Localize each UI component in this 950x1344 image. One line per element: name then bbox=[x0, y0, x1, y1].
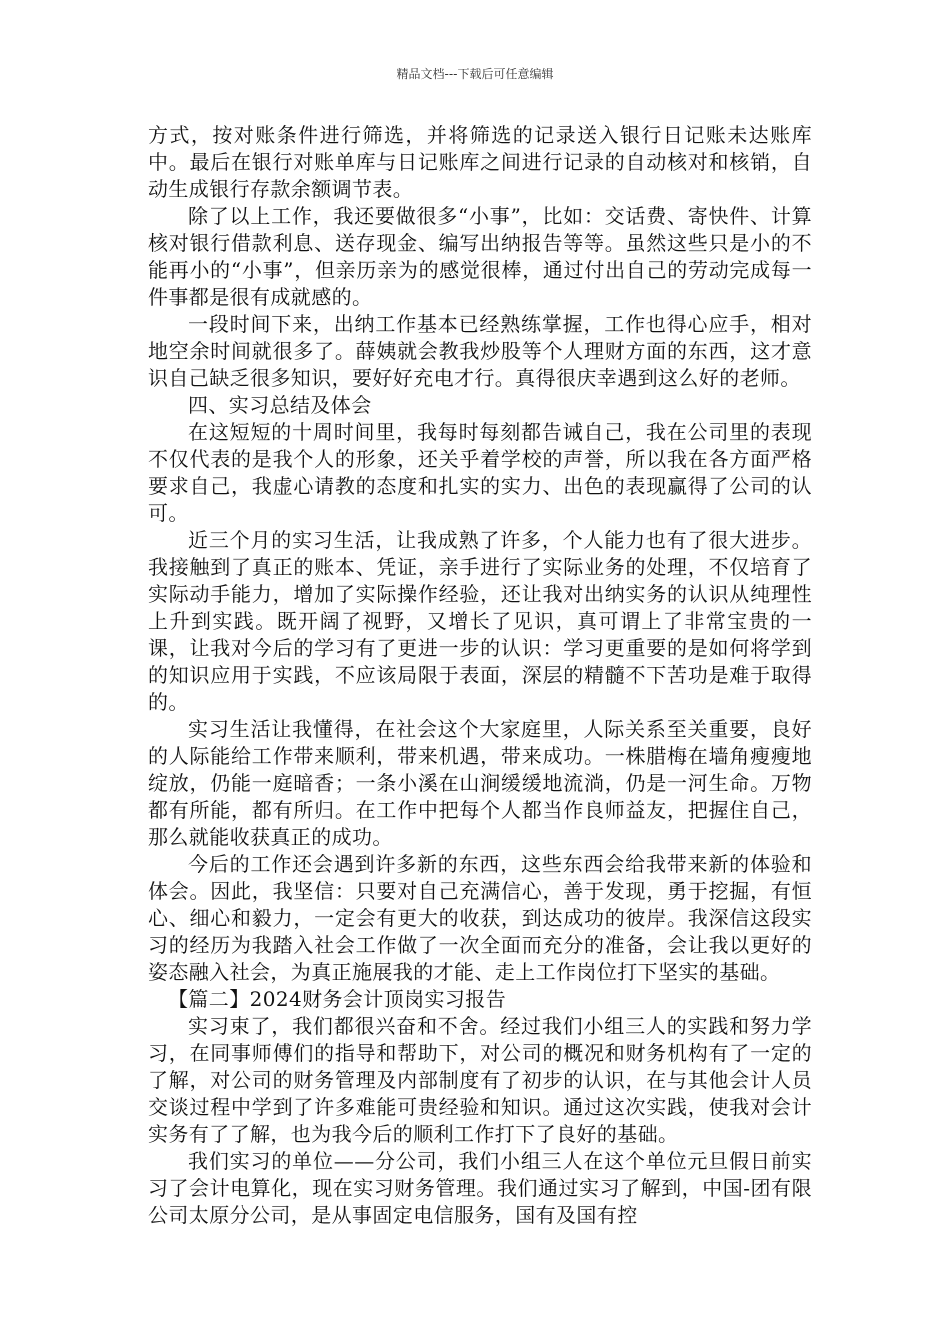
paragraph: 今后的工作还会遇到许多新的东西，这些东西会给我带来新的体验和体会。因此，我坚信：只要对自己充满信心，善于发现，勇于挖掘，有恒心、细心和毅力，一定会有更大的收获，到达成功的彼岸。我深信这段实习的经历为我踏入社会工作做了一次全面而充分的准备，会让我以更好的姿态融入社会，为真正施展我的才能、走上工作岗位打下坚实的基础。 bbox=[148, 852, 812, 984]
paragraph: 我们实习的单位——分公司，我们小组三人在这个单位元旦假日前实习了会计电算化，现在实习财务管理。我们通过实习了解到，中国-团有限公司太原分公司，是从事固定电信服务，国有及国有控 bbox=[148, 1149, 812, 1227]
section-heading: 四、实习总结及体会 bbox=[188, 393, 372, 417]
paragraph-continuation: 方式，按对账条件进行筛选，并将筛选的记录送入银行日记账未达账库中。最后在银行对账单库与日记账库之间进行记录的自动核对和核销，自动生成银行存款余额调节表。 bbox=[148, 123, 812, 201]
document-body bbox=[148, 122, 812, 1229]
page-header: 精品文档---下载后可任意编辑 bbox=[396, 67, 554, 81]
section-title: 【篇二】2024财务会计顶岗实习报告 bbox=[168, 987, 507, 1011]
paragraph: 近三个月的实习生活，让我成熟了许多，个人能力也有了很大进步。我接触到了真正的账本、凭证，亲手进行了实际业务的处理，不仅培育了实际动手能力，增加了实际操作经验，还让我对出纳实务的认识从纯理性上升到实践。既开阔了视野，又增长了见识，真可谓上了非常宝贵的一课，让我对今后的学习有了更进一步的认识：学习更重要的是如何将学到的知识应用于实践，不应该局限于表面，深层的精髓不下苦功是难于取得的。 bbox=[148, 528, 812, 714]
paragraph: 除了以上工作，我还要做很多“小事”，比如：交话费、寄快件、计算核对银行借款利息、送存现金、编写出纳报告等等。虽然这些只是小的不能再小的“小事”，但亲历亲为的感觉很棒，通过付出自己的劳动完成每一件事都是很有成就感的。 bbox=[148, 204, 812, 309]
paragraph: 实习生活让我懂得，在社会这个大家庭里，人际关系至关重要，良好的人际能给工作带来顺利，带来机遇，带来成功。一株腊梅在墙角瘦瘦地绽放，仍能一庭暗香；一条小溪在山涧缓缓地流淌，仍是一河生命。万物都有所能，都有所归。在工作中把每个人都当作良师益友，把握住自己，那么就能收获真正的成功。 bbox=[148, 717, 812, 849]
paragraph: 实习束了，我们都很兴奋和不舍。经过我们小组三人的实践和努力学习，在同事师傅们的指导和帮助下，对公司的概况和财务机构有了一定的了解，对公司的财务管理及内部制度有了初步的认识，在与其他会计人员交谈过程中学到了许多难能可贵经验和知识。通过这次实践，使我对会计实务有了了解，也为我今后的顺利工作打下了良好的基础。 bbox=[148, 1014, 812, 1146]
paragraph: 在这短短的十周时间里，我每时每刻都告诫自己，我在公司里的表现不仅代表的是我个人的形象，还关乎着学校的声誉，所以我在各方面严格要求自己，我虚心请教的态度和扎实的实力、出色的表现赢得了公司的认可。 bbox=[148, 420, 812, 525]
paragraph: 一段时间下来，出纳工作基本已经熟练掌握，工作也得心应手，相对地空余时间就很多了。薛姨就会教我炒股等个人理财方面的东西，这才意识自己缺乏很多知识，要好好充电才行。真得很庆幸遇到这么好的老师。 bbox=[148, 312, 812, 390]
